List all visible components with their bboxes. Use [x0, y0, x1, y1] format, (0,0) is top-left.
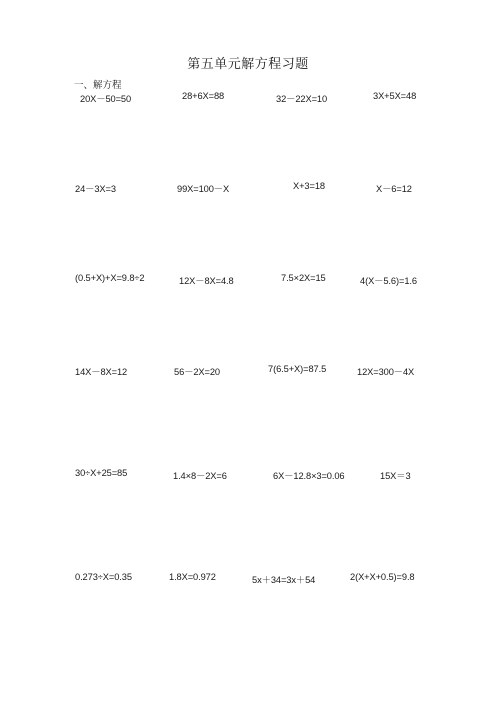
equation-r6-c2: 1.8X=0.972: [169, 572, 216, 582]
equation-r1-c4: 3X+5X=48: [373, 91, 417, 101]
equation-r3-c4: 4(X－5.6)=1.6: [360, 276, 417, 286]
equation-r5-c4: 15X＝3: [380, 471, 411, 481]
equation-r3-c1: (0.5+X)+X=9.8÷2: [75, 273, 145, 283]
equation-r3-c2: 12X－8X=4.8: [179, 276, 234, 286]
equation-r1-c3: 32－22X=10: [276, 94, 328, 104]
equation-r2-c2: 99X=100－X: [177, 184, 230, 194]
equation-r2-c3: X+3=18: [293, 181, 325, 191]
equation-r6-c1: 0.273÷X=0.35: [75, 572, 132, 582]
equation-r1-c2: 28+6X=88: [182, 91, 225, 101]
page-title: 第五单元解方程习题: [187, 57, 309, 72]
equation-r1-c1: 20X－50=50: [80, 94, 132, 104]
equation-r4-c1: 14X－8X=12: [75, 367, 128, 377]
equation-r2-c1: 24－3X=3: [75, 184, 116, 194]
section-heading: 一、解方程: [74, 80, 122, 91]
equation-r5-c3: 6X－12.8×3=0.06: [273, 471, 345, 481]
equation-r4-c4: 12X=300－4X: [357, 367, 415, 377]
equation-r6-c3: 5x＋34=3x＋54: [252, 575, 316, 585]
equation-r4-c2: 56－2X=20: [174, 367, 220, 377]
equation-r6-c4: 2(X+X+0.5)=9.8: [350, 572, 415, 582]
equation-r4-c3: 7(6.5+X)=87.5: [268, 364, 327, 374]
equation-r2-c4: X－6=12: [376, 184, 412, 194]
equation-r5-c1: 30÷X+25=85: [75, 468, 128, 478]
equation-r5-c2: 1.4×8－2X=6: [173, 471, 227, 481]
equation-r3-c3: 7.5×2X=15: [281, 273, 326, 283]
